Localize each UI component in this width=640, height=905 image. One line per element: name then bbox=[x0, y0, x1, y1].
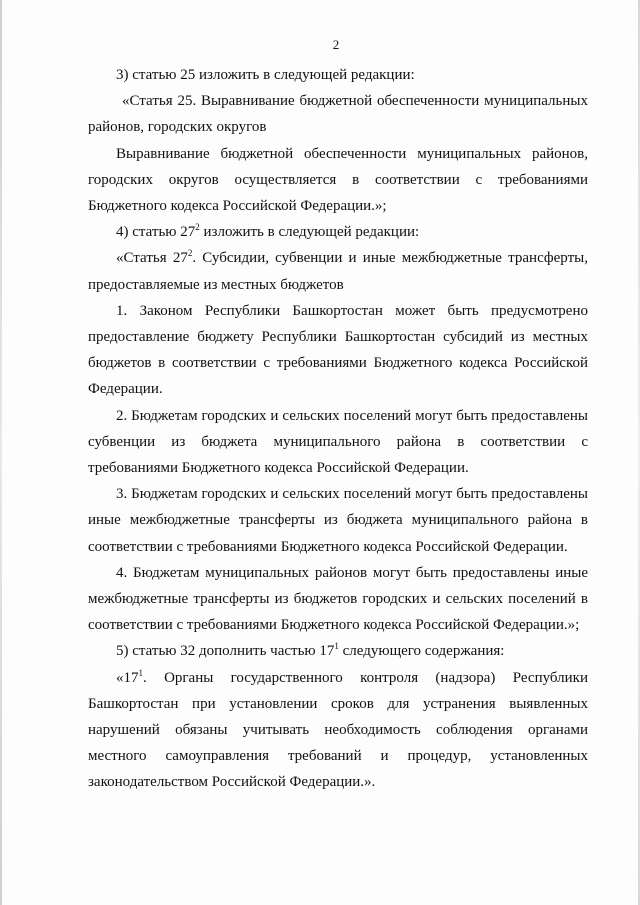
paragraph-text: «Статья 27 bbox=[116, 250, 188, 267]
article-25-heading bbox=[88, 88, 588, 140]
superscript-index: 2 bbox=[187, 248, 193, 259]
article-27-2-part-3 bbox=[88, 481, 588, 560]
scan-edge-left bbox=[0, 0, 2, 905]
paragraph-text: . Органы государственного контроля (надзора) Республики Башкортостан при установлении сроков для устранения выявленных нарушений обязаны учитывать необходимость соблюдения органами местного самоуправления требований и процедур, установленных законодательством Российской Федерации.». bbox=[88, 669, 588, 791]
document-body bbox=[88, 62, 588, 796]
paragraph-text: «17 bbox=[116, 669, 139, 686]
article-27-2-part-4 bbox=[88, 560, 588, 639]
article-27-2-heading bbox=[88, 245, 588, 297]
paragraph-text: изложить в следующей редакции: bbox=[199, 224, 420, 241]
paragraph-text: Выравнивание бюджетной обеспеченности муниципальных районов, городских округов осуществляется в соответствии с требованиями Бюджетного кодекса Российской Федерации.»; bbox=[88, 145, 588, 215]
paragraph-text: 5) статью 32 дополнить частью 17 bbox=[116, 643, 335, 660]
paragraph-item-3 bbox=[88, 62, 588, 88]
paragraph-text: 4. Бюджетам муниципальных районов могут быть предоставлены иные межбюджетные трансферты из бюджетов городских и сельских поселений в соответствии с требованиями Бюджетного кодекса Российской Федерации.»; bbox=[88, 564, 588, 634]
paragraph-text: 2. Бюджетам городских и сельских поселений могут быть предоставлены субвенции из бюджета муниципального района в соответствии с требованиями Бюджетного кодекса Российской Федерации. bbox=[88, 407, 588, 477]
paragraph-text: 3) статью 25 изложить в следующей редакции: bbox=[116, 67, 415, 83]
article-27-2-part-1 bbox=[88, 298, 588, 403]
page-number: 2 bbox=[332, 37, 340, 52]
paragraph-text: 1. Законом Республики Башкортостан может быть предусмотрено предоставление бюджету Республики Башкортостан субсидий из местных бюджетов в соответствии с требованиями Бюджетного кодекса Российской Федерации. bbox=[88, 302, 588, 398]
superscript-index: 1 bbox=[138, 667, 143, 678]
paragraph-text: «Статья 25. Выравнивание бюджетной обеспеченности муниципальных районов, городских округов bbox=[88, 93, 588, 136]
article-32-part-17-1 bbox=[88, 665, 588, 796]
paragraph-text: . Субсидии, субвенции и иные межбюджетные трансферты, предоставляемые из местных бюджетов bbox=[88, 250, 588, 293]
superscript-index: 1 bbox=[334, 641, 339, 652]
paragraph-text: 4) статью 27 bbox=[116, 224, 196, 241]
paragraph-item-4 bbox=[88, 219, 588, 245]
paragraph-item-5 bbox=[88, 638, 588, 664]
article-27-2-part-2 bbox=[88, 403, 588, 482]
paragraph-text: 3. Бюджетам городских и сельских поселений могут быть предоставлены иные межбюджетные трансферты из бюджета муниципального района в соответствии с требованиями Бюджетного кодекса Российской Федерации. bbox=[88, 486, 588, 555]
superscript-index: 2 bbox=[195, 222, 200, 233]
paragraph-text: следующего содержания: bbox=[338, 643, 505, 660]
article-25-text bbox=[88, 141, 588, 220]
